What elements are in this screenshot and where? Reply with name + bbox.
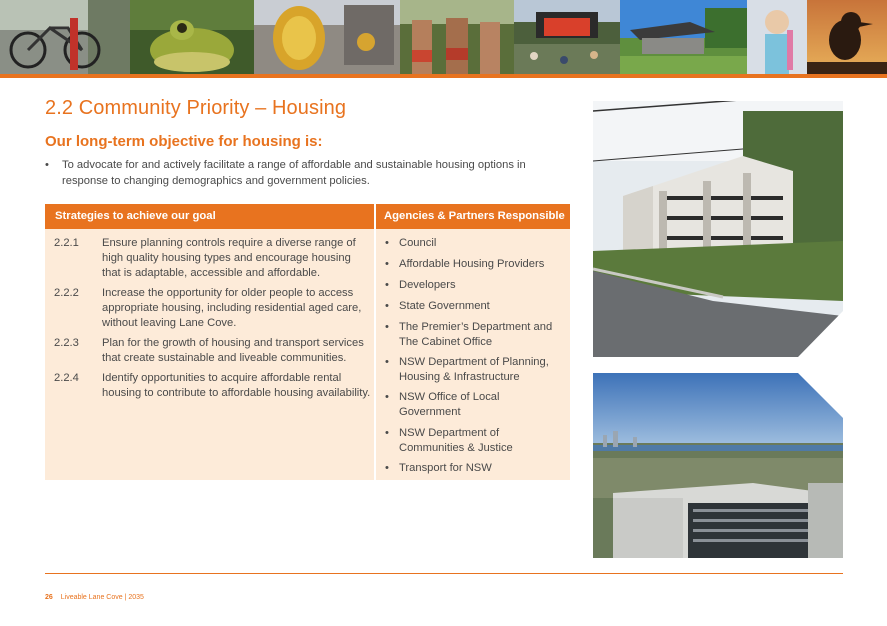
header-strategies: Strategies to achieve our goal [55, 210, 216, 222]
frog-photo [130, 0, 254, 74]
sculpture-photo [254, 0, 400, 74]
table-header [45, 204, 570, 229]
strategy-item [45, 371, 372, 401]
agency-text: Affordable Housing Providers [399, 258, 545, 270]
objective-text: To advocate for and actively facilitate a range of affordable and sustainable housing options in response to changing demographics and government policies. [62, 159, 526, 187]
agency-text: The Premier’s Department and The Cabinet Office [399, 321, 553, 348]
photo-banner [0, 0, 887, 74]
strategy-text: Identify opportunities to acquire affordable rental housing to contribute to affordable housing availability. [102, 372, 371, 399]
strategies-table [45, 204, 570, 480]
apartment-building-photo [593, 101, 843, 357]
section-title: 2.2 Community Priority – Housing [45, 97, 347, 119]
pavilion-photo [620, 0, 747, 74]
header-agencies: Agencies & Partners Responsible [384, 210, 565, 222]
strategy-number: 2.2.4 [54, 372, 79, 384]
banner-rule [0, 74, 887, 78]
agency-text: Council [399, 237, 437, 249]
aerial-city-photo [593, 373, 843, 558]
strategy-text: Ensure planning controls require a diverse range of high quality housing types and encourage housing that is adaptable, accessible and affordable. [102, 237, 356, 279]
strategy-text: Increase the opportunity for older people to access appropriate housing, including residential aged care, without leaving Lane Cove. [102, 287, 362, 329]
agency-item: • The Premier’s Department and The Cabinet Office [385, 320, 564, 350]
agency-text: NSW Department of Planning, Housing & Infrastructure [399, 356, 549, 383]
objective-bullet [45, 158, 565, 189]
strategy-item [45, 236, 372, 281]
child-photo [747, 0, 807, 74]
agency-text: NSW Department of Communities & Justice [399, 427, 513, 454]
agency-item: • NSW Department of Communities & Justice [385, 426, 564, 456]
footer-rule [45, 573, 843, 574]
agency-item: • Council [385, 236, 564, 251]
kookaburra-photo [807, 0, 887, 74]
strategy-item [45, 286, 372, 331]
concert-photo [514, 0, 620, 74]
agency-item: • Transport for NSW [385, 461, 564, 476]
agency-item: • NSW Department of Planning, Housing & Infrastructure [385, 355, 564, 385]
agency-text: State Government [399, 300, 490, 312]
page-number: 26 [45, 594, 53, 601]
bicycle-photo [0, 0, 130, 74]
agency-item: • NSW Office of Local Government [385, 390, 564, 420]
agency-text: Developers [399, 279, 456, 291]
bullet-dot: • [45, 159, 49, 171]
objective-heading: Our long-term objective for housing is: [45, 133, 323, 150]
agency-text: NSW Office of Local Government [399, 391, 500, 418]
agency-item: • Affordable Housing Providers [385, 257, 564, 272]
dancers-photo [400, 0, 514, 74]
agency-item: • State Government [385, 299, 564, 314]
footer-text: Liveable Lane Cove | 2035 [60, 594, 144, 601]
agency-text: Transport for NSW [399, 462, 492, 474]
strategy-text: Plan for the growth of housing and transport services that create sustainable and liveable communities. [102, 337, 364, 364]
agency-item: • Developers [385, 278, 564, 293]
strategy-item [45, 336, 372, 366]
strategy-number: 2.2.3 [54, 337, 79, 349]
footer [45, 594, 144, 601]
column-divider [374, 204, 376, 480]
strategy-number: 2.2.1 [54, 237, 79, 249]
strategy-number: 2.2.2 [54, 287, 79, 299]
